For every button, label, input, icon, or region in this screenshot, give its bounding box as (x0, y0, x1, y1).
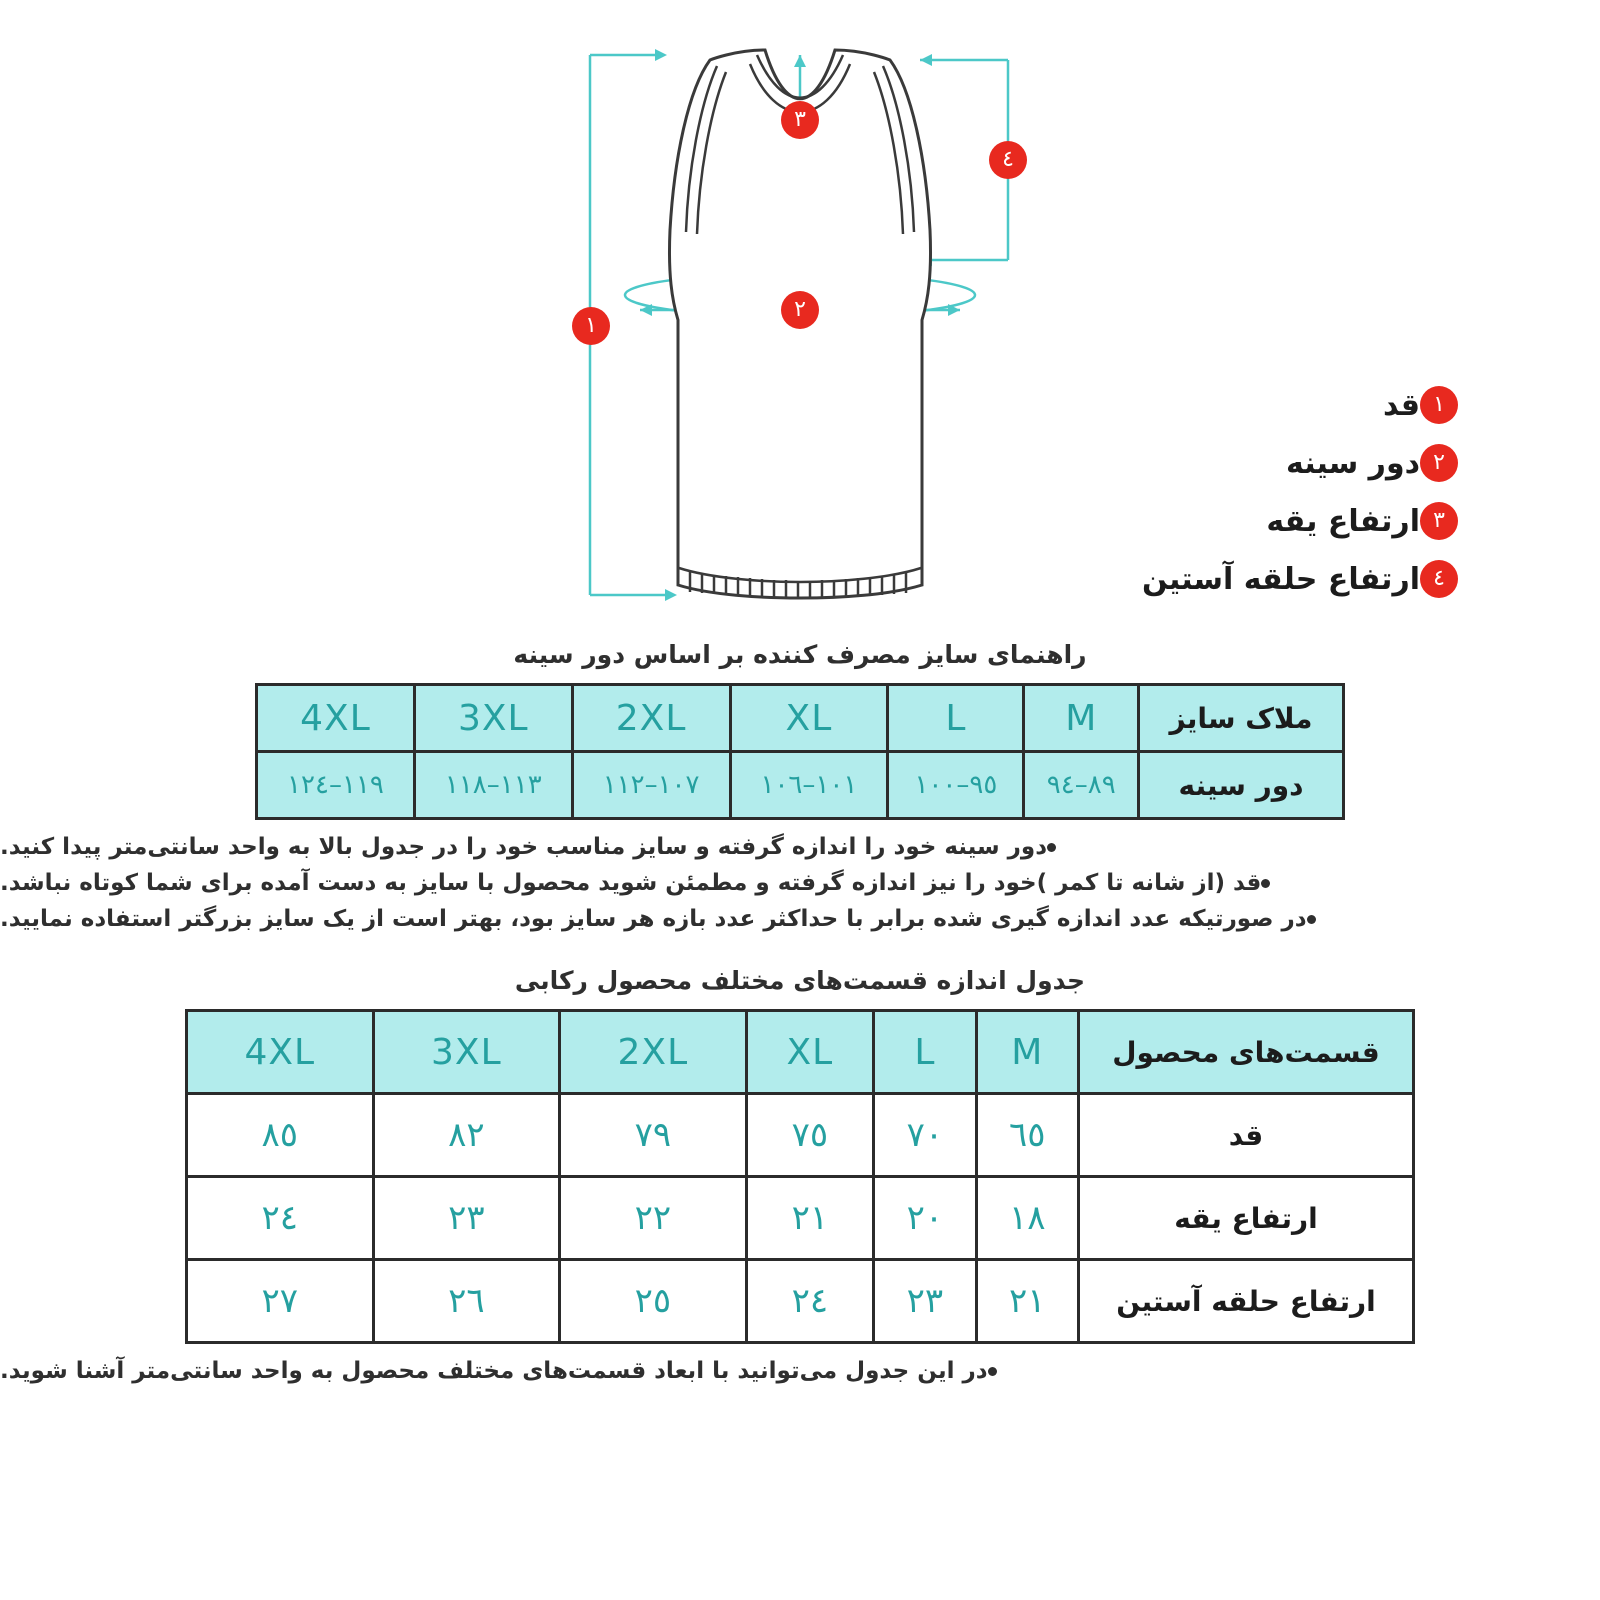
size-guide-header-xl: XL (730, 685, 888, 752)
dims-notes (0, 1344, 1600, 1384)
dims-collar-m: ١٨ (976, 1177, 1078, 1260)
table-row (187, 1011, 1414, 1094)
note-text: قد (از شانه تا کمر )خود را نیز اندازه گرفته و مطمئن شوید محصول با سایز به دست آمده برای شما کوتاه نباشد. (0, 870, 1262, 896)
diagram-badge-2: ٢ (781, 291, 819, 329)
size-guide-chest-l: ٩٥–١٠٠ (888, 752, 1024, 819)
diagram-badge-1: ١ (572, 307, 610, 345)
legend-label-2: دور سینه (1286, 445, 1420, 481)
diagram-legend (1050, 385, 1470, 617)
dims-length-4xl: ٨٥ (187, 1094, 374, 1177)
dims-row-label-collar: ارتفاع یقه (1079, 1177, 1414, 1260)
dims-collar-2xl: ٢٢ (560, 1177, 747, 1260)
size-guide-header-4xl: 4XL (257, 685, 415, 752)
size-guide-chest-3xl: ١١٣–١١٨ (414, 752, 572, 819)
size-guide-header-m: M (1024, 685, 1139, 752)
dims-length-3xl: ٨٢ (373, 1094, 560, 1177)
size-guide-notes (0, 820, 1600, 932)
diagram-badge-4: ٤ (989, 141, 1027, 179)
legend-badge-3: ٣ (1420, 502, 1458, 540)
size-guide-header-3xl: 3XL (414, 685, 572, 752)
size-guide-row-label-chest: دور سینه (1139, 752, 1344, 819)
note-text: دور سینه خود را اندازه گرفته و سایز مناسب خود را در جدول بالا به واحد سانتی‌متر پیدا کنید. (0, 834, 1048, 860)
size-guide-chest-2xl: ١٠٧–١١٢ (572, 752, 730, 819)
dims-collar-3xl: ٢٣ (373, 1177, 560, 1260)
bullet-dot-icon (1261, 879, 1270, 888)
diagram-badge-3: ٣ (781, 101, 819, 139)
dims-length-m: ٦٥ (976, 1094, 1078, 1177)
legend-item-collar-height (1050, 501, 1470, 541)
table-row (187, 1177, 1414, 1260)
tank-top-illustration (560, 20, 1040, 620)
size-guide-header-2xl: 2XL (572, 685, 730, 752)
dims-header-label: قسمت‌های محصول (1079, 1011, 1414, 1094)
note-text: در صورتیکه عدد اندازه گیری شده برابر با حداکثر عدد بازه هر سایز بود، بهتر است از یک سایز بزرگتر استفاده نمایید. (0, 906, 1307, 932)
bullet-dot-icon (1047, 843, 1056, 852)
size-guide-header-l: L (888, 685, 1024, 752)
note-text: در این جدول می‌توانید با ابعاد قسمت‌های مختلف محصول به واحد سانتی‌متر آشنا شوید. (0, 1358, 988, 1384)
table-row (257, 752, 1344, 819)
note-item (0, 834, 1600, 860)
dims-row-label-armhole: ارتفاع حلقه آستین (1079, 1260, 1414, 1343)
legend-badge-2: ٢ (1420, 444, 1458, 482)
dims-armhole-l: ٢٣ (874, 1260, 976, 1343)
table-row (187, 1260, 1414, 1343)
table-row (257, 685, 1344, 752)
dims-header-4xl: 4XL (187, 1011, 374, 1094)
size-guide-chest-4xl: ١١٩–١٢٤ (257, 752, 415, 819)
note-item (0, 870, 1600, 896)
dims-header-m: M (976, 1011, 1078, 1094)
dims-header-xl: XL (746, 1011, 874, 1094)
dims-collar-4xl: ٢٤ (187, 1177, 374, 1260)
legend-label-3: ارتفاع یقه (1266, 503, 1420, 539)
legend-badge-1: ١ (1420, 386, 1458, 424)
garment-measurement-diagram (0, 0, 1600, 640)
dims-title: جدول اندازه قسمت‌های مختلف محصول رکابی (514, 966, 1086, 995)
dims-armhole-m: ٢١ (976, 1260, 1078, 1343)
dims-length-l: ٧٠ (874, 1094, 976, 1177)
legend-item-length (1050, 385, 1470, 425)
dims-collar-l: ٢٠ (874, 1177, 976, 1260)
legend-badge-4: ٤ (1420, 560, 1458, 598)
dims-header-2xl: 2XL (560, 1011, 747, 1094)
size-guide-chest-xl: ١٠١–١٠٦ (730, 752, 888, 819)
dims-header-3xl: 3XL (373, 1011, 560, 1094)
dims-length-xl: ٧٥ (746, 1094, 874, 1177)
bullet-dot-icon (1307, 915, 1316, 924)
dims-collar-xl: ٢١ (746, 1177, 874, 1260)
dims-header-l: L (874, 1011, 976, 1094)
size-guide-table (255, 683, 1345, 820)
size-guide-title: راهنمای سایز مصرف کننده بر اساس دور سینه (513, 640, 1087, 669)
bullet-dot-icon (988, 1367, 997, 1376)
legend-label-1: قد (1383, 387, 1420, 423)
table-row (187, 1094, 1414, 1177)
legend-item-chest (1050, 443, 1470, 483)
size-guide-section (0, 640, 1600, 932)
dims-armhole-3xl: ٢٦ (373, 1260, 560, 1343)
size-guide-header-label: ملاک سایز (1139, 685, 1344, 752)
dims-armhole-2xl: ٢٥ (560, 1260, 747, 1343)
dims-row-label-length: قد (1079, 1094, 1414, 1177)
note-item (0, 906, 1600, 932)
dims-section (0, 966, 1600, 1384)
note-item (0, 1358, 1600, 1384)
legend-item-armhole-height (1050, 559, 1470, 599)
size-guide-chest-m: ٨٩–٩٤ (1024, 752, 1139, 819)
dims-table (185, 1009, 1415, 1344)
legend-label-4: ارتفاع حلقه آستین (1142, 561, 1420, 597)
dims-armhole-xl: ٢٤ (746, 1260, 874, 1343)
dims-length-2xl: ٧٩ (560, 1094, 747, 1177)
dims-armhole-4xl: ٢٧ (187, 1260, 374, 1343)
